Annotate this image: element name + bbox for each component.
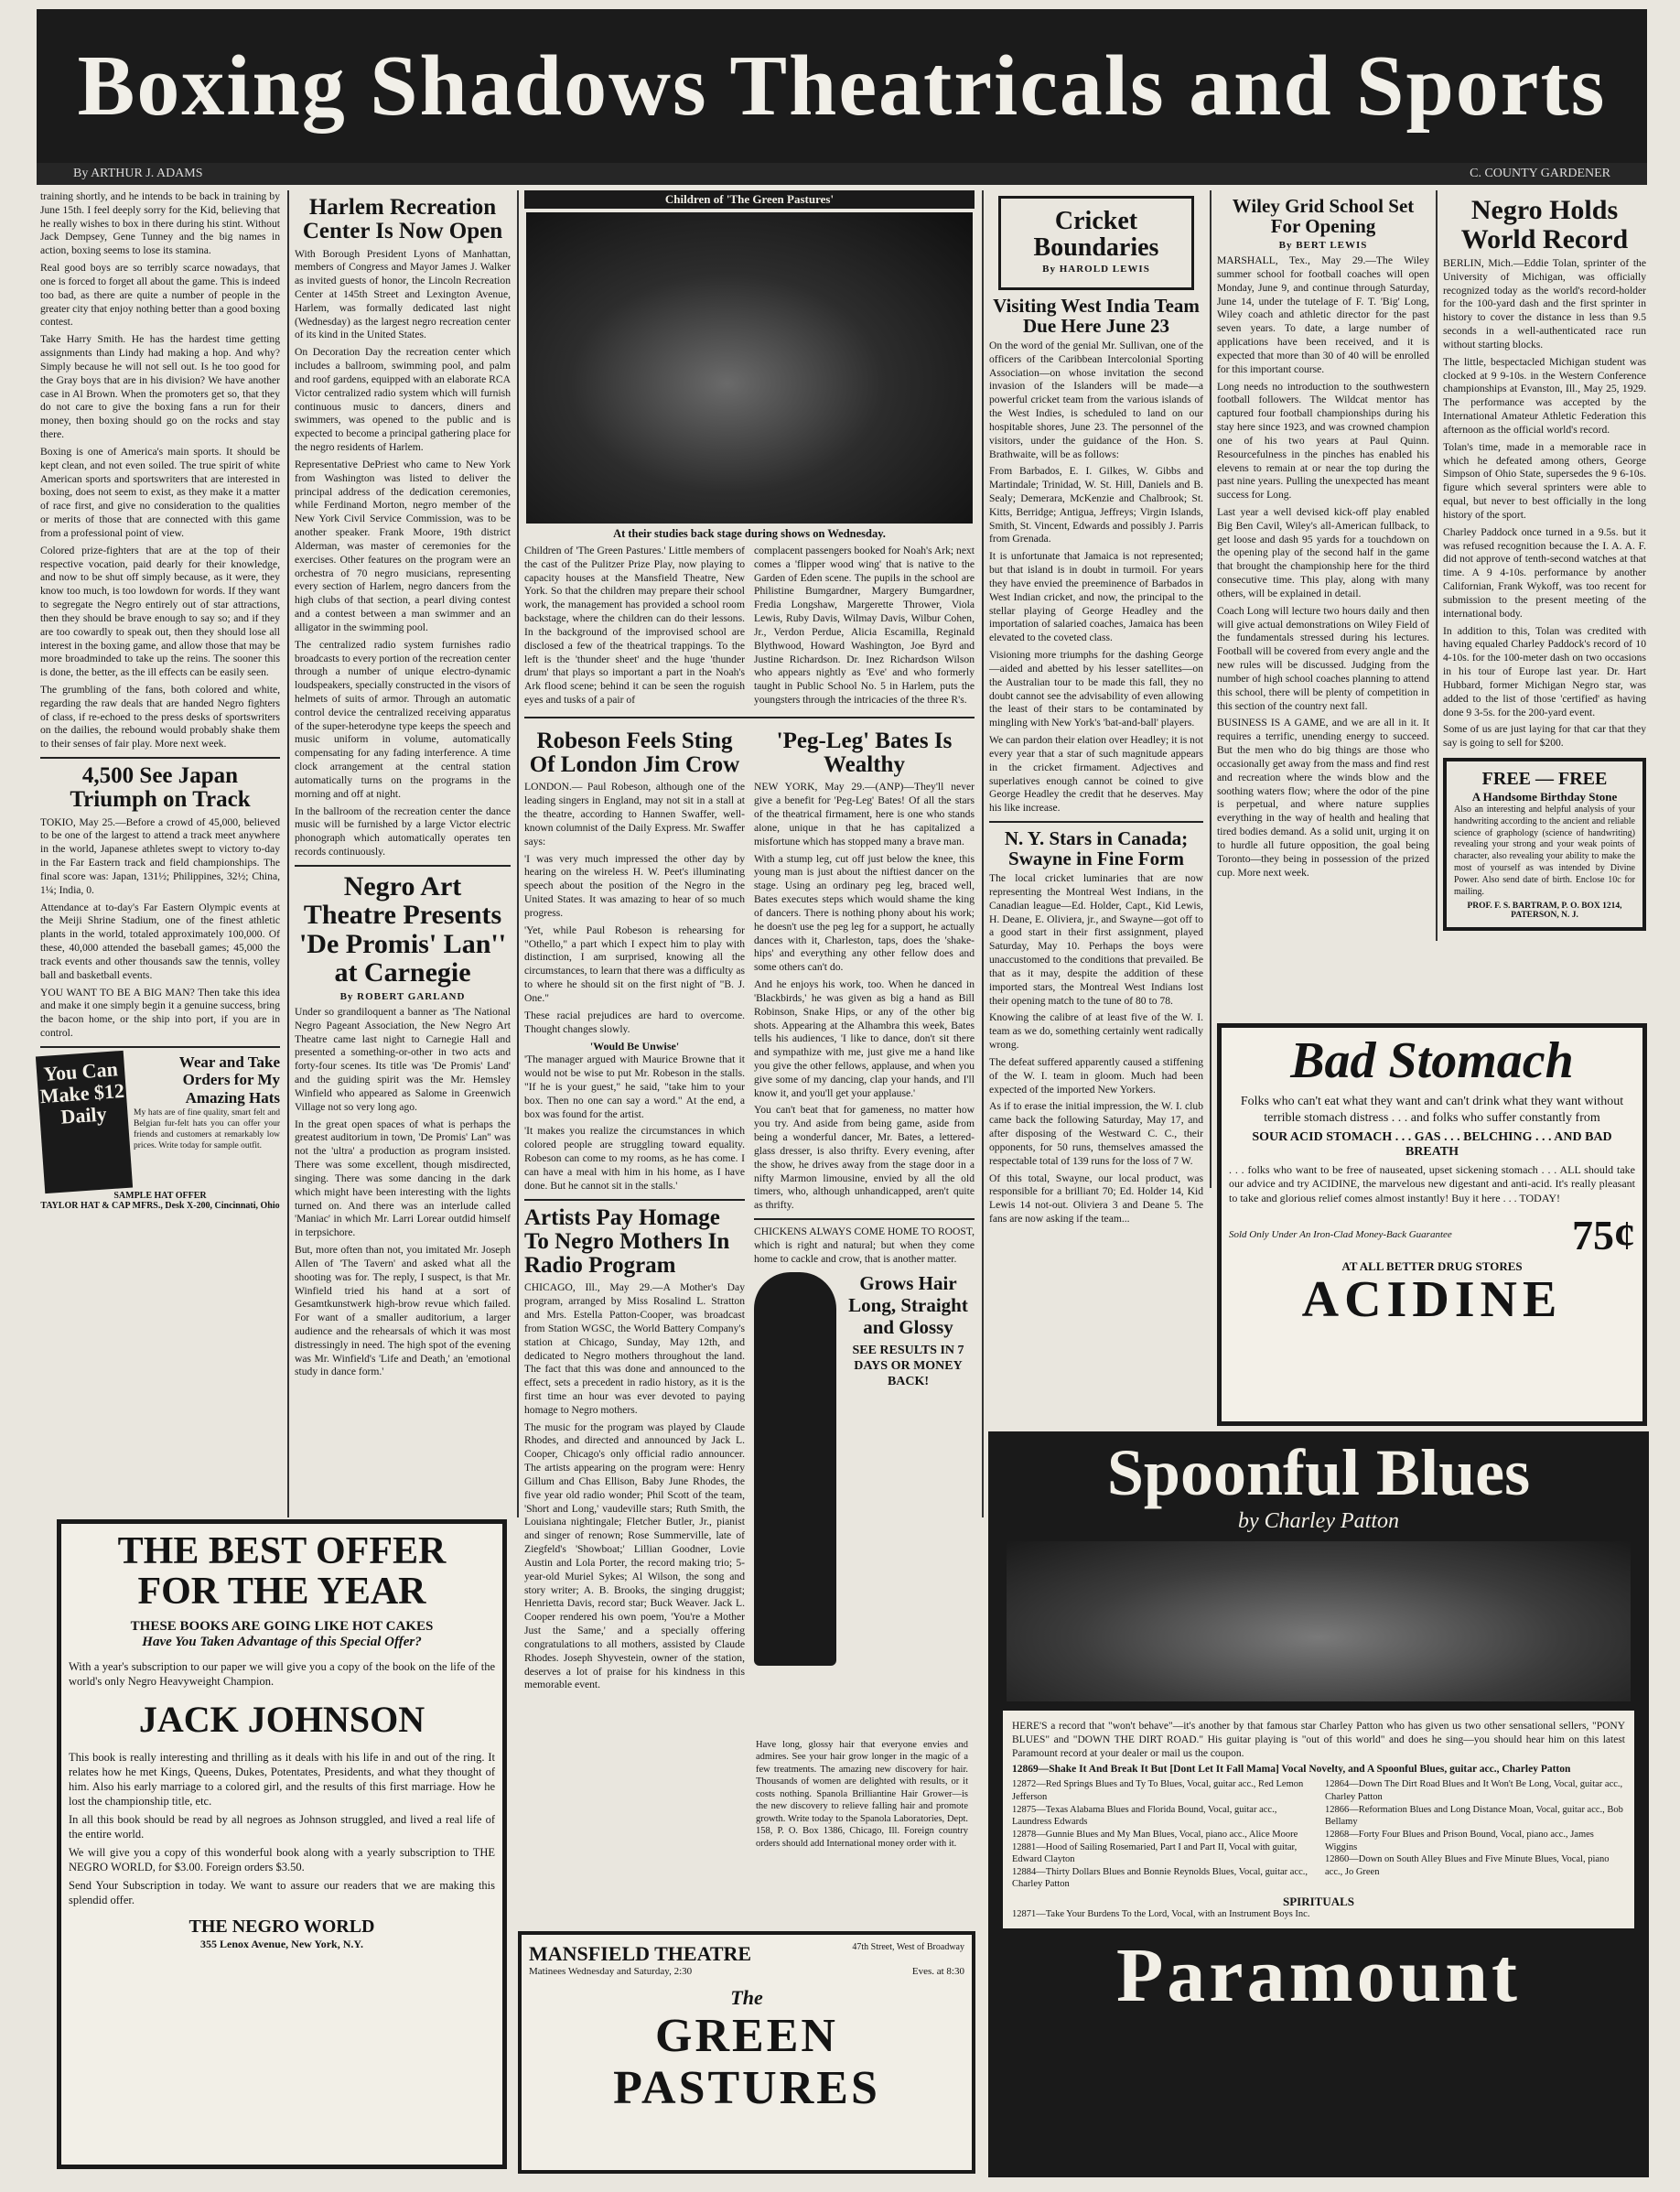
photo-header: Children of 'The Green Pastures' — [524, 190, 975, 209]
free-subtitle: A Handsome Birthday Stone — [1471, 789, 1618, 804]
ny-paragraph: As if to erase the initial impression, the W. I. club came back the following Saturday, May 17, and after disposing of the Westward C. C., their opponents, for 50 runs, themselves amassed the respectable total of 139 runs for the loss of 7 W. — [989, 1100, 1203, 1167]
visit-paragraph: Visioning more triumphs for the dashing George—aided and abetted by his lesser satellites—on the Australian tour to be made this fall, they no doubt cannot see the advisability of even allowing the least of their stars to be contaminated by mingling with New York's 'bat-and-ball' players. — [989, 649, 1203, 729]
hat-ad-body: My hats are of fine quality, smart felt and Belgian fur-felt hats you can offer your friends and customers at remarkably low prices. Write today for sample outfit. — [134, 1107, 280, 1150]
art-theatre-paragraph: But, more often than not, you imitated Mr. Joseph Allen of 'The Tavern' and asked what all the shooting was for. The reply, I suspect, is that Mr. Winfield tried his hand at a sort of Gesamtkunstwerk high-brow revue which failed. For want of a smaller auditorium, a larger audience and the rehearsals of which it was most distressingly in need. The high spot of the evening was Mr. Winfield's 'Life and Death,' an 'emotional study in dance form.' — [295, 1244, 511, 1378]
free-address: PROF. F. S. BARTRAM, P. O. BOX 1214, PATERSON, N. J. — [1467, 902, 1622, 921]
bad-stomach-guarantee: Sold Only Under An Iron-Clad Money-Back Guarantee — [1229, 1229, 1452, 1241]
column-rule — [1210, 190, 1212, 1188]
photo-caption: At their studies back stage during shows on Wednesday. — [613, 527, 886, 540]
recreation-paragraph: On Decoration Day the recreation center which includes a ballroom, swimming pool, and palm and roof gardens, equipped with an elaborate RCA Victor centralized radio system which will furnish continuous music to dancers, diners and swimmers, was opened to the public and is expected to become a principal gathering place for the negro residents of Harlem. — [295, 346, 511, 454]
wiley-paragraph: MARSHALL, Tex., May 29.—The Wiley summer school for football coaches will open Monday, June 9, and continue through Saturday, June 14, under the tutelage of F. T. 'Big' Long, Wiley coach and athletic director for the past seven years. To date, a large number of applications have been received, and it is expected that more than 30 of 40 will be enrolled for this important course. — [1217, 254, 1429, 375]
bad-stomach-ad — [1217, 1023, 1647, 1426]
pastures-story — [524, 545, 975, 711]
cricket-title: Cricket Boundaries — [1033, 207, 1159, 263]
robeson-subhead: 'Would Be Unwise' — [589, 1040, 680, 1053]
green-pastures-ad — [518, 1931, 975, 2174]
bad-stomach-intro: Folks who can't eat what they want and can't drink what they want without terrible stomach distress . . . and folks who suffer constantly from — [1240, 1095, 1624, 1125]
column-rule — [517, 190, 519, 1517]
theatre-matinees: Matinees Wednesday and Saturday, 2:30 — [529, 1966, 693, 1977]
johnson-name: JACK JOHNSON — [138, 1699, 425, 1741]
column-rule — [287, 190, 289, 1517]
masthead-title: Boxing Shadows Theatricals and Sports — [77, 38, 1607, 134]
japan-paragraph: YOU WANT TO BE A BIG MAN? Then take this idea and make it one simply begin it a genuine success, bring the bacon home, or the ship into port, if you are in control. — [40, 986, 280, 1040]
masthead — [37, 9, 1647, 163]
paramount-logo: Paramount — [1116, 1933, 1521, 2019]
johnson-paragraph: We will give you a copy of this wonderful book along with a yearly subscription to THE NEGRO WORLD, for $3.00. Foreign orders $3.50. — [69, 1846, 495, 1874]
spiritual-item: 12871—Take Your Burdens To the Lord, Vocal, with an Instrument Boys Inc. — [1012, 1909, 1310, 1920]
column-6 — [1443, 190, 1646, 1005]
recreation-paragraph: In the ballroom of the recreation center the dance music will be furnished by a large Victor electric phonograph which automatically operates ten records continuously. — [295, 804, 511, 858]
tolan-paragraph: Some of us are just laying for that car that they say is going to sell for $200. — [1443, 723, 1646, 750]
robeson-paragraph: These racial prejudices are hard to overcome. Thought changes slowly. — [524, 1009, 745, 1035]
bates-headline: 'Peg-Leg' Bates Is Wealthy — [776, 728, 953, 778]
johnson-paragraph: With a year's subscription to our paper we will give you a copy of the book on the life of the world's only Negro Heavyweight Champion. — [69, 1660, 495, 1689]
artists-paragraph: CHICAGO, Ill., May 29.—A Mother's Day program, arranged by Miss Rosalind L. Stratton and Mrs. Estella Patton-Cooper, was broadcast from Station WGSC, the World Battery Company's station at Chicago, Sunday, May 12th, and dedicated to Negro mothers throughout the land. The fact that this was done and announced to the effect, sets a precedent in radio history, as it is the first time an hour was ever devoted to paying homage to Negro mothers. — [524, 1281, 745, 1416]
art-theatre-byline: By ROBERT GARLAND — [339, 990, 466, 1002]
bad-stomach-symptoms: SOUR ACID STOMACH . . . GAS . . . BELCHING . . . AND BAD BREATH — [1252, 1129, 1612, 1159]
record-item: 12868—Forty Four Blues and Prison Bound, Vocal, piano acc., James Wiggins — [1325, 1829, 1594, 1852]
recreation-paragraph: The centralized radio system furnishes radio broadcasts to every portion of the recreation center through a number of unique electro-dynamic loudspeakers, specially constructed in the visors of helmets of suits of armor. Through an automatic control device the centralized receiving apparatus of the super-heterodyne type keeps the speech and music uniform in volume, automatically compensating for any fading interference. A time clock arrangement at the central station automatically turns on the programs in the morning and off at night. — [295, 638, 512, 800]
bad-stomach-price: 75¢ — [1572, 1211, 1635, 1258]
record-item: 12872—Red Springs Blues and Ty To Blues, Vocal, guitar acc., Red Lemon Jefferson — [1012, 1779, 1304, 1802]
col3-left — [524, 724, 745, 1696]
johnson-question: Have You Taken Advantage of this Special Offer? — [142, 1635, 422, 1650]
visit-paragraph: We can pardon their elation over Headley; it is not every year that a star of such magnitude appears in the cricket firmament. Adjectives and superlatives enough cannot be coined to give George Headley the credit that he deserves. May his like increase. — [989, 734, 1203, 815]
tolan-paragraph: The little, bespectacled Michigan student was clocked at 9 9-10s. in the Western Conference championships at Evanston, Ill., May 25, 1929. The performance was accepted by the International Amateur Athletic Federation this afternoon as the official world's record. — [1443, 355, 1646, 436]
blues-author: by Charley Patton — [1238, 1509, 1399, 1534]
pastures-paragraph: complacent passengers booked for Noah's Ark; next comes a 'flipper wood wing' that is native to the Garden of Eden scene. The pupils in the school are Philistine Bumgardner, Margery Bumgardner, Fredia Longshaw, Margerette Thrower, Viola Lewis, Ruby Davis, Wilmay Davis, Wilbur Cohen, Jr., Verdon Perdue, Alicia Escamilla, Reginald Blythwood, Howard Washington, Joe Byrd and Justine Richardson. Dr. Inez Richardson Wilson who appears nightly as 'Eve' and who formerly taught in Public School No. 5 in Harlem, puts the youngsters through the intricacies of the three R's. — [754, 545, 975, 707]
hair-ad-title: Grows Hair Long, Straight and Glossy — [848, 1271, 968, 1338]
cricket-byline: By HAROLD LEWIS — [1042, 263, 1150, 275]
bates-paragraph: With a stump leg, cut off just below the knee, this young man is just about the niftiest dancer on the stage. Using an ordinary peg leg, braced well, Bates executes steps which would shame the king of dancers. There is nothing phony about his work; he doesn't use the peg leg for a support, he actually dances with it, Charleston, taps, does the 'shake-hips' and everything any other fellow does and some others can't do. — [754, 852, 975, 974]
wiley-byline: By BERT LEWIS — [1278, 240, 1368, 252]
bates-paragraph: And he enjoys his work, too. When he danced in 'Blackbirds,' he was given as big a hand as Bill Robinson, Snake Hips, or any of the other big shots. Appearing at the Alhambra this week, Bates tells his audiences, 'I like to dance, don't sit there and sympathize with me, just give me a hand like you give the other fellows, applause, and when you give some of my dancing, clap your hands, and I'll know it, and you'll get your applause.' — [754, 978, 975, 1099]
japan-headline: 4,500 See Japan Triumph on Track — [70, 763, 251, 813]
ny-paragraph: The defeat suffered apparently caused a stiffening of the W. I. team in gloom. Much had been expected of the imported New Yorkers. — [989, 1055, 1203, 1096]
record-item: 12878—Gunnie Blues and My Man Blues, Vocal, piano acc., Alice Moore — [1012, 1829, 1298, 1840]
bad-stomach-title: Bad Stomach — [1290, 1032, 1574, 1089]
recreation-paragraph: Representative DePriest who came to New York from Washington was listed to deliver the principal address of the dedication ceremonies, while Ferdinand Morton, negro member of the New York Civil Service Commission, was to be another speaker. Frank Moore, 19th district Alderman, was master of ceremonies for the exercises. Other features on the program were an orchestra of 70 negro musicians, representing every section of Harlem, negro dancers from the high clubs of that section, a pearl diving contest and a contest between a man swimmer and an alligator in the swimming pool. — [295, 458, 511, 633]
hair-ad-text — [756, 1739, 968, 1922]
recreation-headline: Harlem Recreation Center Is Now Open — [302, 195, 503, 244]
blues-title: Spoonful Blues — [1106, 1436, 1531, 1509]
theatre-street: 47th Street, West of Broadway — [852, 1942, 964, 1952]
col3-sub-columns — [524, 724, 975, 1696]
chickens-paragraph: CHICKENS ALWAYS COME HOME TO ROOST, which is right and natural; but when they come home to cackle and crow, that is another matter. — [754, 1226, 975, 1265]
wiley-headline: Wiley Grid School Set For Opening — [1232, 195, 1415, 238]
japan-paragraph: Attendance at to-day's Far Eastern Olympic events at the Meiji Shrine Stadium, one of the finest athletic plants in the world, totaled approximately 100,000. Of these, 40,000 attended the baseball games; 45,000 the track events and other thousands saw the tennis, volley ball and basketball events. — [40, 901, 280, 981]
boxing-paragraph: The grumbling of the fans, both colored and white, regarding the raw deals that are handed Negro fighters of class, if re-echoed to the press desks of sportswriters on the dailies, the rebound would probably shake them to their senses of fair play. More next week. — [40, 683, 280, 750]
artists-paragraph: The music for the program was played by Claude Rhodes, and directed and announced by Jack L. Cooper, Chicago's only official radio announcer. The artists appearing on the program were: Henry Gillum and Chas Ellison, Baby June Rhodes, the five year old radio wonder; Phil Scott of the team, 'Short and Long,' vaudeville stars; Ruth Smith, the Louisiana nightingale; Fletcher Butler, Jr., pianist and singer of renown; Rose Summerville, late of Ziegfeld's 'Showboat;' Lillian Goodner, Lovie Austin and Lola Porter, the record making trio; 5-year-old Muriel Sykes; Al Wilson, the song and story writer; A. B. Brooks, the singing druggist; Henrietta Davis, record star; Buck Weaver. Jack L. Cooper rendered his own poem, 'You're a Mother Just the Same,' and a specially offering congratulations to all mothers, assisted by Claude Rhodes. Joseph Shyvestein, owner of the station, deserves a lot of praise for his kindness in this memorable event. — [524, 1420, 745, 1691]
record-item: 12864—Down The Dirt Road Blues and It Won't Be Long, Vocal, guitar acc., Charley Patton — [1325, 1779, 1623, 1802]
visit-paragraph: From Barbados, E. I. Gilkes, W. Gibbs and Martindale; Trinidad, W. St. Hill, Daniels and B. Sealy; Demerara, McKenzie and Chalbrook; St. Kitts, Berridge; Antigua, Jeffreys; Virgin Islands, Smith, St. Vincent, Edwards and possibly J. Parris from Grenada. — [989, 465, 1203, 545]
theatre-header — [529, 1942, 964, 1966]
free-title: FREE — FREE — [1481, 768, 1608, 789]
bad-stomach-body: . . . folks who want to be free of nauseated, upset sickening stomach . . . ALL should take our advice and try ACIDINE, the marvelous new digestant and anti-acid. It's really pleasant to take and glorious relief comes almost instantly! Buy it here . . . TODAY! — [1229, 1162, 1635, 1204]
column-5 — [1217, 190, 1429, 932]
bates-paragraph: You can't beat that for gameness, no matter how you try. And aside from being game, aside from being a wonderful dancer, Mr. Bates, a lettered-glass dresser, is also thrifty. Every evening, after the show, he drives away from the stage door in a nifty Marmon limousine, envied by all the old timers, who, although unhandicapped, aren't quite as thrifty. — [754, 1104, 975, 1212]
hat-ad-sample: SAMPLE HAT OFFER — [113, 1190, 207, 1201]
boxing-paragraph: Real good boys are so terribly scarce nowadays, that one is forced to forget all about the game. This is indeed too bad, as there are quite a number of people in the greater city that enjoy nothing better than a good boxing contest. — [40, 262, 280, 329]
divider — [524, 1199, 745, 1201]
johnson-subtitle: THESE BOOKS ARE GOING LIKE HOT CAKES — [130, 1619, 434, 1635]
art-theatre-paragraph: In the great open spaces of what is perhaps the greatest auditorium in town, 'De Promis' Lan'' was not the 'ultra' a production as program insisted. There was some excellent, though misdirected, singing. There was some dancing in the dark which might have been interesting with the lights turned on. And there was an interlude called 'Maniac' in which Mr. Larri Lorear outdid himself in terpsichore. — [295, 1118, 511, 1239]
tolan-headline: Negro Holds World Record — [1460, 195, 1629, 254]
boxing-paragraph: Boxing is one of America's main sports. It should be kept clean, and not even soiled. The true spirit of white American sports and sportswriters that are interested in boxing, does not seem to exist, as they make it a matter of race first, and give no consideration to the qualities or merits of those that are connected with this game from a professional point of view. — [40, 445, 280, 539]
right-byline: C. COUNTY GARDENER — [1470, 167, 1610, 180]
woman-illustration — [754, 1272, 836, 1666]
wiley-paragraph: Coach Long will lecture two hours daily and then will give actual demonstrations on Wiley Field of the fundamentals stressed during his lectures. Football will be covered from every angle and the new rules will be discussed. Judging from the number of high school coaches planning to attend this school, there will be plenty of competition in this section of the country next fall. — [1217, 604, 1429, 712]
bates-paragraph: NEW YORK, May 29.—(ANP)—They'll never give a benefit for 'Peg-Leg' Bates! Of all the stars of the theatrical firmament, here is one who stands alone, unique in that he has capitalized a misfortune which has stopped many a brave man. — [754, 781, 975, 848]
robeson-paragraph: 'The manager argued with Maurice Browne that it would not be wise to put Mr. Robeson in the stalls. "If he is your guest," he said, "take him to your box. Then no one can say a word." At the end, a box was found for the artist. — [524, 1053, 745, 1120]
johnson-paragraph: This book is really interesting and thrilling as it deals with his life in and out of the ring. It relates how he met Kings, Queens, Dukes, Potentates, Presidents, and what they thought of him. Also his early marriage to a colored girl, and the results of this first marriage. How he lost the championship title, etc. — [69, 1751, 495, 1809]
tolan-paragraph: BERLIN, Mich.—Eddie Tolan, sprinter of the University of Michigan, was officially recognized today as the world's record-holder for the 100-yard dash and the first sprinter in history to cover the distance in less than 9.5 seconds in a well-authenticated race run without starting blocks. — [1443, 257, 1646, 351]
theatre-times — [529, 1966, 964, 1977]
boxing-intro: training shortly, and he intends to be back in training by June 15th. I feel deeply sorry for the Kid, believing that he really wishes to box in there during his stint. Without Jack Dempsey, Gene Tunney and the big names in action, boxing seems to lose its stamina. — [40, 190, 280, 257]
col3-right — [754, 724, 975, 1696]
japan-paragraph: TOKIO, May 25.—Before a crowd of 45,000, believed to be one of the largest to attend a track meet anywhere in the world, Japanese athletes swept to victory to-day in the Far Eastern track and field championships. The final score was: Japan, 131½; Philippines, 32½; China, 1¼; India, 0. — [40, 815, 280, 896]
blues-record-columns — [1012, 1778, 1625, 1891]
show-the: The — [730, 1986, 763, 2009]
tolan-paragraph: In addition to this, Tolan was credited with having equaled Charley Paddock's record of 10 4-10s. for the 100-meter dash on two occasions in his tour of Europe last year. Dr. Hart Hubbard, former Michigan Negro star, was added to the list of those 'certified' as having done 9 3-5s. for the 200-yard event. — [1443, 624, 1646, 718]
birthday-stone-ad — [1443, 758, 1646, 931]
bad-stomach-stores: AT ALL BETTER DRUG STORES — [1341, 1258, 1523, 1273]
blues-intro: HERE'S a record that "won't behave"—it's another by that famous star Charley Patton who has given us two other sensational sellers, "PONY BLUES" and "DOWN THE DIRT ROAD." His guitar playing is "out of this world" and does he sing—you should hear him on this latest Paramount record at your dealer or mail us the coupon. — [1012, 1721, 1625, 1759]
hair-grower-ad — [754, 1272, 975, 1666]
visit-paragraph: It is unfortunate that Jamaica is not represented; but that island is in doubt in turmoil. For years they have envied the preeminence of Barbados in West Indian cricket, and now, the principal to the stellar playing of George Headley and the importation of salaried coaches, Jamaica has been elevated to the coveted class. — [989, 550, 1203, 644]
robeson-paragraph: LONDON.— Paul Robeson, although one of the leading singers in England, may not sit in a stall at the theatre, according to Hannen Swaffer, well-known columnist of the Daily Express. Mr. Swaffer says: — [524, 781, 745, 848]
blues-spirituals-heading: SPIRITUALS — [1282, 1895, 1355, 1909]
column-3 — [524, 190, 975, 1691]
art-theatre-paragraph: Under so grandiloquent a banner as 'The National Negro Pageant Association, the New Negro Art Theatre came last night to Carnegie Hall and presented a something-or-other in two acts and forty-four scenes. Its title was 'De Promis' Land' and the guiding spirit was the Mr. Hemsley Winfield who appeared as Salome in Greenwich Village not so very long ago. — [295, 1005, 511, 1113]
tolan-paragraph: Tolan's time, made in a memorable race in which he defeated among others, George Simpson of Ohio State, supersedes the 9 6-10s. figure which several sprinters were able to equal, but never to best officially in the long history of the sport. — [1443, 440, 1646, 521]
theatre-name: MANSFIELD THEATRE — [529, 1942, 752, 1965]
hat-ad-headline: Wear and Take Orders for My Amazing Hats — [178, 1053, 280, 1107]
hat-ad-address: TAYLOR HAT & CAP MFRS., Desk X-200, Cincinnati, Ohio — [40, 1200, 280, 1211]
blues-illustration — [1007, 1541, 1631, 1701]
johnson-footer: THE NEGRO WORLD — [188, 1917, 375, 1938]
bad-stomach-brand: ACIDINE — [1301, 1270, 1563, 1328]
robeson-paragraph: 'I was very much impressed the other day by hearing on the wireless H. W. Peet's illuminating speech about the position of the Negro in the United States. It was amazing to hear of so much progress. — [524, 852, 745, 919]
wiley-paragraph: BUSINESS IS A GAME, and we are all in it. It requires a terrific, unending energy to succeed. But the men who do big things are those who occasionally get away from the mass and find rest and recreation where the winds blow and the soothing waters flow; where the odor of the pine is perpetual, and where nature supplies everything in the way of health and healing that tired bodies demand. As a solid unit, urging it on to hurdle all future opposition, the goal being Toronto—they being in possession of the prized cup. More next week. — [1217, 717, 1429, 879]
boxing-paragraph: Colored prize-fighters that are at the top of their respective vocation, paid dearly for their knowledge, and now to be shut off simply because, as it were, they know too much, is too lowdown for words. If they want to segregate the Negro entirely out of star attractions, then they should be brave enough to say so; and if they are too cowardly to speak out, then they should lose all interest in the boxing game, and allow those that may be more broadminded to take up the reins. The sooner this is done, the better, as the ill effects can be easily seen. — [40, 544, 280, 679]
column-4 — [989, 190, 1203, 1225]
masthead-bylines — [37, 163, 1647, 185]
robeson-paragraph: 'It makes you realize the circumstances in which colored people are struggling toward equality. Robeson can come to my rooms, as he has come. I can have a meal with him in his home, as I have done. But he cannot sit in the stalls.' — [524, 1125, 745, 1192]
recreation-paragraph: With Borough President Lyons of Manhattan, members of Congress and Mayor James J. Walker as invited guests of honor, the Lincoln Recreation Center at 145th Street and Lexington Avenue, Harlem, was formally dedicated last night (Wednesday) as the largest negro recreation center of its kind in the United States. — [295, 247, 511, 341]
divider — [989, 821, 1203, 823]
robeson-headline: Robeson Feels Sting Of London Jim Crow — [529, 728, 740, 778]
johnson-paragraph: In all this book should be read by all negroes as Johnson struggled, and lived a real life of the entire world. — [69, 1813, 495, 1841]
record-item: 12884—Thirty Dollars Blues and Bonnie Reynolds Blues, Vocal, guitar acc., Charley Patton — [1012, 1866, 1308, 1890]
ny-paragraph: Of this total, Swayne, our local product, was responsible for a brilliant 70; Ed. Holder 14, Kid Lewis 14 not-out. Oliviera 3 and Deane 5. The fans are now asking if the team... — [989, 1172, 1203, 1225]
free-body: Also an interesting and helpful analysis of your handwriting according to the ancient and reliable science of graphology (science of handwriting) revealing your strong and your weak points of character, also revealing your ability to make the most of yourself as was intended by Divine Power. Also send date of birth. Enclose 10c for mailing. — [1454, 804, 1635, 897]
spoonful-blues-ad — [988, 1431, 1649, 2177]
hat-ad — [40, 1053, 280, 1191]
column-rule — [1436, 190, 1438, 941]
blues-feature-record: 12869—Shake It And Break It But [Dont Let It Fall Mama] Vocal Novelty, and A Spoonful Blues, guitar acc., Charley Patton — [1012, 1764, 1571, 1776]
blues-records-right — [1325, 1778, 1625, 1891]
art-theatre-headline: Negro Art Theatre Presents 'De Promis' Lan'' at Carnegie — [298, 870, 507, 988]
column-1 — [40, 190, 280, 1522]
johnson-paragraph: Send Your Subscription in today. We want to assure our readers that we are making this splendid offer. — [69, 1879, 495, 1907]
johnson-address: 355 Lenox Avenue, New York, N.Y. — [200, 1938, 363, 1951]
divider — [295, 865, 511, 867]
divider — [40, 757, 280, 759]
tolan-paragraph: Charley Paddock once turned in a 9.5s. but it was refused recognition because the I. A. A. F. did not approve of tenth-second watches at that time. A 9 4-10s. performance by another Californian, Frank Wykoff, was too recent for submission to the present meeting of the international body. — [1443, 525, 1646, 620]
artists-headline: Artists Pay Homage To Negro Mothers In Radio Program — [524, 1204, 730, 1279]
children-photo — [526, 212, 973, 524]
robeson-paragraph: 'Yet, while Paul Robeson is rehearsing for "Othello," a part which I expect him to play with distinction, I am surprised, knowing all the circumstances, to learn that there was a difficulty as to where he should sit on the first night of "B. J. One." — [524, 923, 745, 1004]
ny-stars-headline: N. Y. Stars in Canada; Swayne in Fine Form — [1004, 827, 1189, 870]
blues-record-list — [1003, 1711, 1634, 1928]
column-rule — [982, 190, 984, 1517]
bad-stomach-footer — [1229, 1211, 1635, 1259]
hair-ad-body: Have long, glossy hair that everyone envies and admires. See your hair grow longer in the magic of a few treatments. The amazing new discovery for hair. Thousands of women are delighted with results, or it costs nothing. Spanola Brilliantine Hair Grower—is the new discovery to relieve falling hair and promote growth. Write today to the Spanola Laboratories, Dept. 158, P. O. Box 1386, Chicago, Ill. Foreign country orders should add International money order with it. — [756, 1740, 968, 1849]
cricket-boundaries-box — [998, 196, 1194, 290]
ny-paragraph: The local cricket luminaries that are now representing the Montreal West Indians, in the Canadian league—Ed. Holder, Capt., Kid Lewis, H. Deane, E. Oliviera, jr., and Swayne—got off to a good start in their first assignment, played Saturday, May 10. Perhaps the boys were unaccustomed to the conditions that prevailed. Be that as it may, despite the addition of these imported stars, the Montreal West Indians lost their opening match to the tune of 80 to 78. — [989, 872, 1203, 1007]
visit-headline: Visiting West India Team Due Here June 23 — [993, 294, 1200, 337]
blues-records-left — [1012, 1778, 1312, 1891]
record-item: 12875—Texas Alabama Blues and Florida Bound, Vocal, guitar acc., Laundress Edwards — [1012, 1804, 1277, 1828]
column-2 — [295, 190, 511, 1517]
pastures-paragraph: Children of 'The Green Pastures.' Little members of the cast of the Pulitzer Prize Play, now playing to capacity houses at the Mansfield Theatre, New York. So that the children may prepare their school work, the management has provided a school room backstage, where the children can do their lessons. In the background of the improvised school are disclosed a few of the theatrical trappings. To the left is the 'thunder sheet' and the huge 'thunder drum' that plays so important a part in the Noah's Ark flood scene; behind it can be seen the roguish eyes and tusks of a pair of — [524, 545, 745, 707]
record-item: 12860—Down on South Alley Blues and Five Minute Blues, Vocal, piano acc., Jo Green — [1325, 1854, 1610, 1877]
wiley-paragraph: Long needs no introduction to the southwestern football followers. The Wildcat mentor has captured four football championships during his stay here since 1923, and was crowned champion one of his two years at Paul Quinn. Resourcefulness in the pinches has enabled his elevens to remain at or near the top during the past nine years. Pulling the unexpected has meant success for Long. — [1217, 380, 1429, 502]
left-byline: By ARTHUR J. ADAMS — [73, 167, 203, 180]
visit-paragraph: On the word of the genial Mr. Sullivan, one of the officers of the Caribbean Intercolonial Sporting Association—on whose invitation the second invasion of the Islanders will be made—a powerful cricket team from the various islands of the West Indies, is scheduled to land on our hospitable shores, June 23. The personnel of the visitors, under the guidance of the Hon. S. Brathwaite, will be as follows: — [989, 339, 1203, 460]
jack-johnson-ad — [57, 1519, 507, 2169]
johnson-title-1: THE BEST OFFER — [117, 1530, 447, 1572]
divider — [40, 1046, 280, 1048]
wiley-paragraph: Last year a well devised kick-off play enabled Big Ben Cavil, Wiley's all-American fullback, to get loose and dash 95 yards for a touchdown on the opening play of the second half in the game that brought the championship here for the third consecutive time. This play, along with many others, will be explained in detail. — [1217, 506, 1429, 599]
johnson-title-2: FOR THE YEAR — [137, 1571, 426, 1614]
divider — [524, 717, 975, 718]
show-title: GREEN PASTURES — [613, 2010, 880, 2115]
record-item: 12866—Reformation Blues and Long Distance Moan, Vocal, guitar acc., Bob Bellamy — [1325, 1804, 1623, 1828]
ny-paragraph: Knowing the calibre of at least five of the W. I. team as we do, something certainly went radically wrong. — [989, 1011, 1203, 1052]
divider — [754, 1218, 975, 1220]
hair-ad-results: SEE RESULTS IN 7 DAYS OR MONEY BACK! — [852, 1344, 964, 1388]
theatre-eves: Eves. at 8:30 — [911, 1966, 964, 1977]
hat-ad-badge: You Can Make $12 Daily — [36, 1051, 133, 1193]
boxing-paragraph: Take Harry Smith. He has the hardest time getting assignments than Lindy had making a hop. And why? Simply because he will not sell out. Is he too good for the Gray boys that are in his division? We have another case in Al Brown. When the promoters get so, that they do not care to give the boxing fans a run for their money, then boxing should go on the rocks and stay there. — [40, 333, 280, 441]
record-item: 12881—Hood of Sailing Rosemaried, Part I and Part II, Vocal with guitar, Edward Clayton — [1012, 1841, 1298, 1865]
